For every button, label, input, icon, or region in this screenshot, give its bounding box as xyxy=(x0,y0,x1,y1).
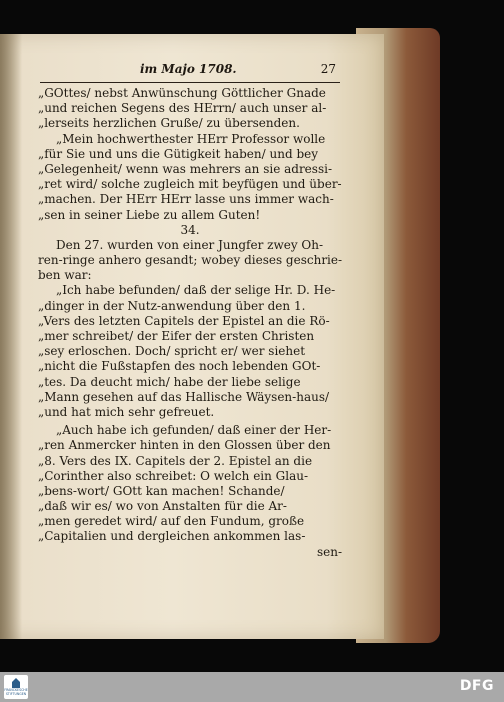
text-line: „Ich habe befunden/ daß der selige Hr. D. He- xyxy=(56,283,336,298)
dfg-logo: DFG xyxy=(459,678,494,694)
text-line: „für Sie und uns die Gütigkeit haben/ und bey xyxy=(38,146,319,161)
text-line: „nicht die Fußstapfen des noch lebenden GOt- xyxy=(38,359,321,374)
text-line: „lerseits herzlichen Gruße/ zu übersenden. xyxy=(38,116,300,131)
text-line: „Corinther also schreibet: O welch ein Glau- xyxy=(38,468,309,483)
viewer-footer-bar xyxy=(0,672,504,702)
library-house-icon xyxy=(12,678,20,688)
running-head: im Majo 1708. xyxy=(140,62,237,76)
text-line: „men geredet wird/ auf den Fundum, große xyxy=(38,514,305,529)
text-line: „sen in seiner Liebe zu allem Guten! xyxy=(38,207,261,222)
text-line: „Mein hochwerthester HErr Professor wolle xyxy=(56,131,326,146)
text-line: „mer schreibet/ der Eifer der ersten Christen xyxy=(38,329,315,343)
text-line: „daß wir es/ wo von Anstalten für die Ar- xyxy=(38,499,287,514)
text-line: „dinger in der Nutz-anwendung über den 1. xyxy=(38,298,306,313)
text-line: „Mann gesehen auf das Hallische Wäysen-haus/ xyxy=(38,389,330,404)
text-line: „bens-wort/ GOtt kan machen! Schande/ xyxy=(38,483,285,498)
text-line: „und hat mich sehr gefreuet. xyxy=(38,404,215,419)
text-line: „Vers des letzten Capitels der Epistel an die Rö- xyxy=(38,313,330,328)
library-logo xyxy=(4,675,28,699)
text-line: „Gelegenheit/ wenn was mehrers an sie adressi- xyxy=(38,161,332,176)
text-line: „Auch habe ich gefunden/ daß einer der Her- xyxy=(56,423,332,438)
catchword: sen- xyxy=(316,544,342,559)
section-number: 34. xyxy=(180,222,200,237)
page-body-text xyxy=(38,86,342,560)
text-line: „8. Vers des IX. Capitels der 2. Epistel an die xyxy=(38,453,313,468)
text-line: „tes. Da deucht mich/ habe der liebe selige xyxy=(38,374,301,389)
page-header xyxy=(40,60,340,83)
text-line: „Capitalien und dergleichen ankommen las- xyxy=(38,529,306,544)
page-gutter-shadow xyxy=(0,34,22,639)
text-line: ben war: xyxy=(38,268,92,283)
library-logo-text: FRANCKESCHE STIFTUNGEN xyxy=(4,688,28,696)
text-line: „GOttes/ nebst Anwünschung Göttlicher Gnade xyxy=(38,86,326,100)
text-line: „ren Anmercker hinten in den Glossen über den xyxy=(38,438,331,453)
page-number: 27 xyxy=(320,62,336,76)
text-line: ren-ringe anhero gesandt; wobey dieses geschrie- xyxy=(38,253,342,268)
text-line: „und reichen Segens des HErrn/ auch unser al- xyxy=(38,101,327,116)
text-line: „ret wird/ solche zugleich mit beyfügen und über- xyxy=(38,177,342,192)
text-line: „sey erloschen. Doch/ spricht er/ wer siehet xyxy=(38,344,306,359)
text-line: „machen. Der HErr HErr lasse uns immer wach- xyxy=(38,192,334,207)
text-line: Den 27. wurden von einer Jungfer zwey Oh- xyxy=(56,237,324,252)
